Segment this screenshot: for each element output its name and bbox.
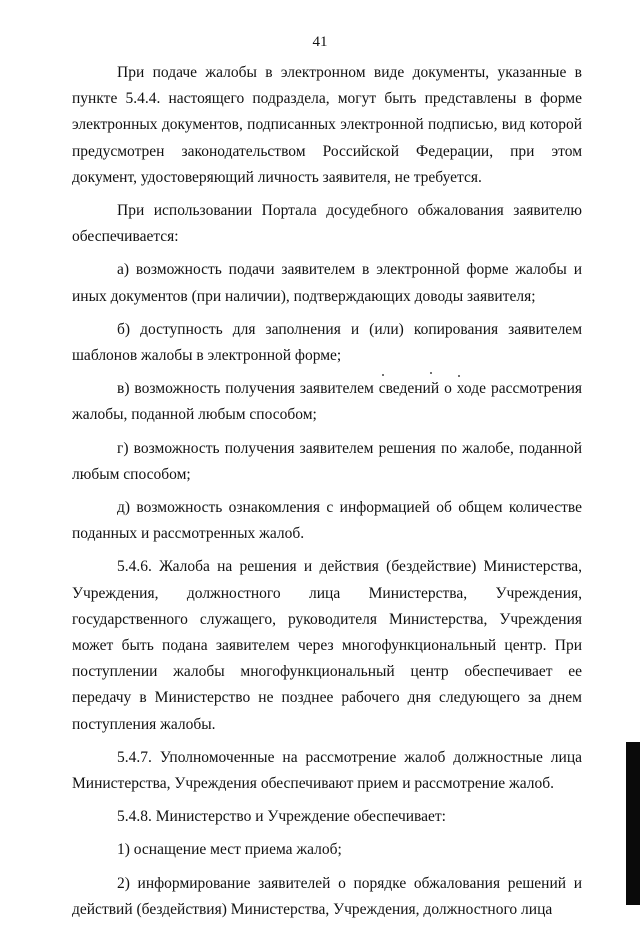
document-body xyxy=(72,60,582,930)
list-item-a: а) возможность подачи заявителем в электронной форме жалобы и иных документов (при наличии), подтверждающих доводы заявителя; xyxy=(72,261,582,305)
scan-edge-bar xyxy=(626,742,640,905)
scan-speck xyxy=(382,374,384,376)
list-item-g: г) возможность получения заявителем решения по жалобе, поданной любым способом; xyxy=(72,439,582,483)
list-item-2: 2) информирование заявителей о порядке обжалования решений и действий (бездействия) Министерства, Учреждения, должностного лица xyxy=(72,874,582,918)
list-item-v: в) возможность получения заявителем сведений о ходе рассмотрения жалобы, поданной любым способом; xyxy=(72,380,582,424)
page-number: 41 xyxy=(312,34,328,50)
list-item-1: 1) оснащение мест приема жалоб; xyxy=(117,841,342,859)
scan-speck xyxy=(458,375,460,377)
paragraph-5-4-7: 5.4.7. Уполномоченные на рассмотрение жалоб должностные лица Министерства, Учреждения обеспечивают прием и рассмотрение жалоб. xyxy=(72,748,582,793)
paragraph-electronic-complaint: При подаче жалобы в электронном виде документы, указанные в пункте 5.4.4. настоящего подраздела, могут быть представлены в форме электронных документов, подписанных электронной подписью, вид которой предусмотрен законодательством Российской Федерации, при этом документ, удостоверяющий личность заявителя, не требуется. xyxy=(72,64,582,186)
paragraph-portal-provides: При использовании Портала досудебного обжалования заявителю обеспечивается: xyxy=(72,202,582,246)
scan-speck xyxy=(430,372,432,374)
list-item-b: б) доступность для заполнения и (или) копирования заявителем шаблонов жалобы в электронной форме; xyxy=(72,320,582,365)
list-item-d: д) возможность ознакомления с информацией об общем количестве поданных и рассмотренных жалоб. xyxy=(72,499,582,543)
paragraph-5-4-6: 5.4.6. Жалоба на решения и действия (бездействие) Министерства, Учреждения, должностного лица Министерства, Учреждения, государственного служащего, руководителя Министерства, Учреждения может быть подана заявителем через многофункциональный центр. При поступлении жалобы многофункциональный центр обеспечивает ее передачу в Министерство не позднее рабочего дня следующего за днем поступления жалобы. xyxy=(72,558,582,733)
paragraph-5-4-8: 5.4.8. Министерство и Учреждение обеспечивает: xyxy=(117,808,446,826)
